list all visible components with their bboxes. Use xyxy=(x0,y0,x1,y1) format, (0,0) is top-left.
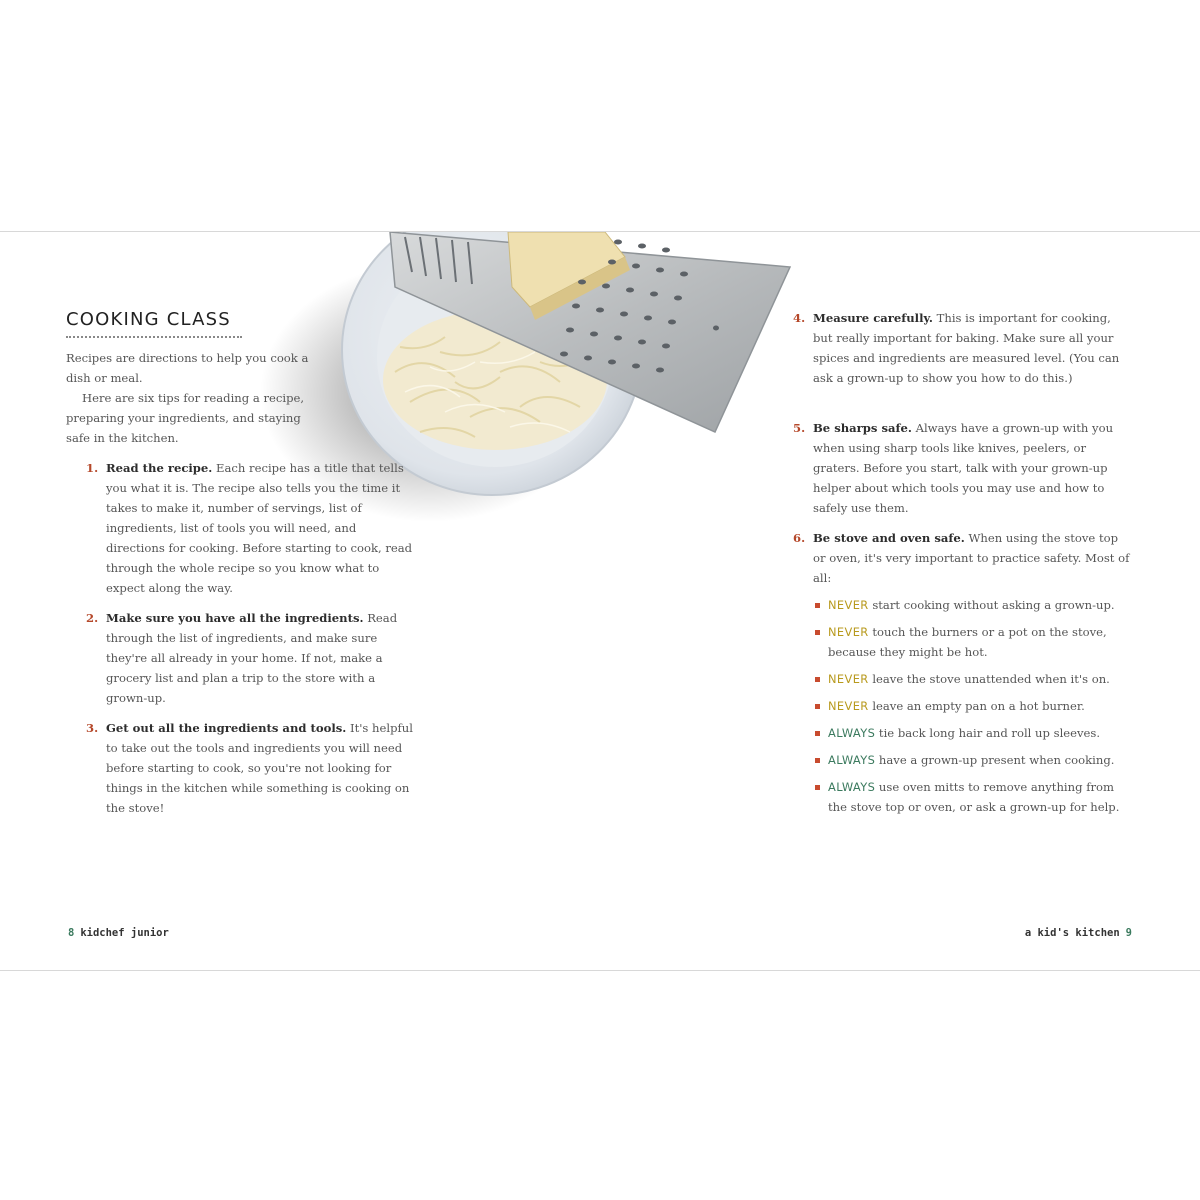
tip-item xyxy=(106,718,418,818)
tip-number: 6. xyxy=(793,531,806,545)
tip-body: Always have a grown-up with you when using sharp tools like knives, peelers, or graters. Before you start, talk with your grown-up helper about which tools you may use and how to safely use them. xyxy=(813,421,1114,515)
tip-number: 2. xyxy=(86,611,99,625)
rule-keyword: ALWAYS xyxy=(828,753,876,767)
right-running-title: a kid's kitchen xyxy=(1024,927,1120,939)
safety-rule xyxy=(828,622,1138,662)
tip-body: Read through the list of ingredients, and make sure they're all already in your home. If not, make a grocery list and plan a trip to the store with a grown-up. xyxy=(106,611,398,705)
rule-keyword: NEVER xyxy=(828,598,869,612)
safety-rule xyxy=(828,777,1128,817)
safety-rule xyxy=(828,669,1148,689)
right-page-number: 9 xyxy=(1125,927,1132,939)
intro-paragraph-2: Here are six tips for reading a recipe, preparing your ingredients, and staying safe in the kitchen. xyxy=(66,391,305,445)
safety-rule xyxy=(828,723,1138,743)
tip-body: Each recipe has a title that tells you what it is. The recipe also tells you the time it takes to make it, number of servings, list of ingredients, list of tools you will need, and directions for cooking. Before starting to cook, read through the whole recipe so you know what to expect along the way. xyxy=(106,461,413,595)
tip-body: When using the stove top or oven, it's very important to practice safety. Most of all: xyxy=(813,531,1130,585)
left-running-title: kidchef junior xyxy=(80,927,169,939)
rule-text: leave the stove unattended when it's on. xyxy=(872,672,1110,686)
rule-keyword: ALWAYS xyxy=(828,780,876,794)
tip-item xyxy=(813,528,1133,588)
book-spread xyxy=(0,231,1200,971)
rule-keyword: NEVER xyxy=(828,672,869,686)
safety-rule xyxy=(828,750,1148,770)
intro-paragraph-1: Recipes are directions to help you cook a dish or meal. xyxy=(66,351,309,385)
tip-item xyxy=(813,308,1133,388)
rule-text: use oven mitts to remove anything from the stove top or oven, or ask a grown-up for help. xyxy=(828,780,1120,814)
tip-body: This is important for cooking, but really important for baking. Make sure all your spices and ingredients are measured level. (You can ask a grown-up to show you how to do this.) xyxy=(813,311,1120,385)
tip-number: 4. xyxy=(793,311,806,325)
rule-keyword: NEVER xyxy=(828,699,869,713)
tip-item xyxy=(813,418,1133,518)
safety-rule xyxy=(828,696,1138,716)
right-page-footer xyxy=(1025,927,1138,939)
bullet-marker xyxy=(815,785,820,790)
safety-rule xyxy=(828,595,1138,615)
left-page-number: 8 xyxy=(68,927,75,939)
rule-text: leave an empty pan on a hot burner. xyxy=(872,699,1085,713)
tip-heading: Get out all the ingredients and tools. xyxy=(106,721,347,735)
rule-keyword: NEVER xyxy=(828,625,869,639)
tip-item xyxy=(106,608,418,708)
tip-body: It's helpful to take out the tools and ingredients you will need before starting to cook, so you're not looking for things in the kitchen while something is cooking on the stove! xyxy=(106,721,413,815)
left-page-footer xyxy=(62,927,169,939)
rule-text: touch the burners or a pot on the stove, because they might be hot. xyxy=(828,625,1107,659)
rule-text: start cooking without asking a grown-up. xyxy=(872,598,1115,612)
bullet-marker xyxy=(815,603,820,608)
title-underline xyxy=(66,336,242,338)
tip-number: 5. xyxy=(793,421,806,435)
tip-number: 3. xyxy=(86,721,99,735)
bullet-marker xyxy=(815,758,820,763)
rule-keyword: ALWAYS xyxy=(828,726,876,740)
tip-heading: Make sure you have all the ingredients. xyxy=(106,611,364,625)
bullet-marker xyxy=(815,704,820,709)
rule-text: tie back long hair and roll up sleeves. xyxy=(878,726,1101,740)
tip-number: 1. xyxy=(86,461,99,475)
bullet-marker xyxy=(815,731,820,736)
bullet-marker xyxy=(815,630,820,635)
section-title: COOKING CLASS xyxy=(66,309,231,330)
tip-heading: Measure carefully. xyxy=(813,311,933,325)
tip-heading: Read the recipe. xyxy=(106,461,213,475)
rule-text: have a grown-up present when cooking. xyxy=(878,753,1115,767)
tip-heading: Be stove and oven safe. xyxy=(813,531,965,545)
tip-heading: Be sharps safe. xyxy=(813,421,912,435)
bullet-marker xyxy=(815,677,820,682)
tip-item xyxy=(106,458,418,598)
